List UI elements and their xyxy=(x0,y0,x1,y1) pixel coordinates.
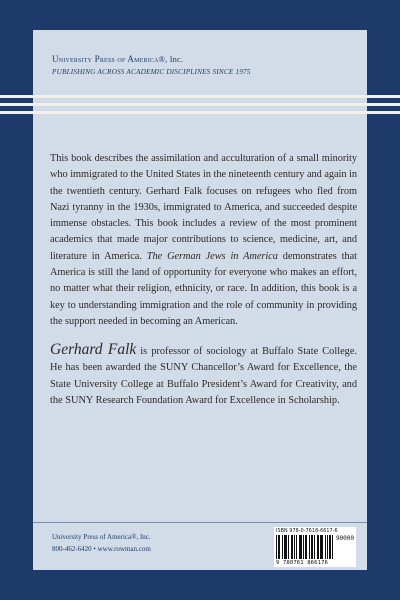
publisher-tagline: PUBLISHING ACROSS ACADEMIC DISCIPLINES SINCE 1975 xyxy=(52,68,251,76)
barcode-bar xyxy=(306,535,307,559)
publisher-name: University Press of America®, Inc. xyxy=(52,54,184,64)
barcode-bar xyxy=(291,535,292,559)
barcode-bar xyxy=(322,535,323,559)
barcode-bar xyxy=(279,535,280,559)
barcode-bar xyxy=(320,535,321,559)
publisher-header xyxy=(52,54,352,76)
barcode-bar xyxy=(329,535,330,559)
barcode-bar xyxy=(292,535,293,559)
decorative-stripe-1 xyxy=(0,95,400,98)
barcode-bar xyxy=(299,535,300,559)
barcode-bar xyxy=(321,535,322,559)
barcode-bars xyxy=(276,535,334,559)
barcode-bar xyxy=(282,535,283,559)
barcode-digits: 9 780761 866176 xyxy=(276,560,329,566)
barcode-bar xyxy=(314,535,315,559)
barcode-bar xyxy=(286,535,287,559)
barcode xyxy=(274,527,356,567)
price-code: 90000 xyxy=(335,535,354,542)
book-description: This book describes the assimilation and acculturation of a small minority who immigrated to the United States in the nineteenth century and again in the twentieth century. Gerhard Falk focuses on refugees who fled from Nazi tyranny in the 1930s, immigrated to America, and succeeded despite immense obstacles. This book includes a review of the most prominent academics that made major contributions to science, medicine, art, and literature in America. The German Jews in America demonstrates that America is still the land of opportunity for everyone who makes an effort, no matter what their religion, ethnicity, or race. In addition, this book is a key to understanding immigration and the role of community in providing the support needed in becoming an American. xyxy=(50,153,357,327)
barcode-bar xyxy=(300,535,301,559)
barcode-bar xyxy=(276,535,277,559)
book-title: The German Jews in America xyxy=(146,250,278,262)
footer-divider xyxy=(33,522,367,523)
barcode-bar xyxy=(294,535,295,559)
publisher-footer xyxy=(52,531,151,555)
barcode-bar xyxy=(303,535,304,559)
barcode-bar xyxy=(317,535,318,559)
barcode-bar xyxy=(327,535,328,559)
barcode-bar xyxy=(301,535,302,559)
barcode-bar xyxy=(285,535,286,559)
barcode-bar xyxy=(284,535,285,559)
decorative-stripe-2 xyxy=(0,103,400,106)
barcode-bar xyxy=(332,535,333,559)
author-name: Gerhard Falk xyxy=(50,341,137,358)
barcode-bar xyxy=(312,535,313,559)
publisher-footer-name: University Press of America®, Inc. xyxy=(52,533,151,541)
barcode-bar xyxy=(330,535,331,559)
barcode-bar xyxy=(278,535,279,559)
barcode-bar xyxy=(311,535,312,559)
barcode-bar xyxy=(318,535,319,559)
barcode-bar xyxy=(305,535,306,559)
publisher-contact: 800-462-6420 • www.rowman.com xyxy=(52,545,151,553)
author-bio: Gerhard Falk is professor of sociology at Buffalo State College. He has been awarded the SUNY Chancellor’s Award for Excellence, the State University College at Buffalo President’s Award for Creativity, and the SUNY Research Foundation Award for Excellence in Scholarship. xyxy=(50,341,358,406)
decorative-stripe-3 xyxy=(0,111,400,114)
barcode-bar xyxy=(309,535,310,559)
barcode-bar xyxy=(288,535,289,559)
barcode-bar xyxy=(296,535,297,559)
isbn-label: ISBN 978-0-7618-6617-6 xyxy=(276,529,338,534)
barcode-bar xyxy=(325,535,326,559)
